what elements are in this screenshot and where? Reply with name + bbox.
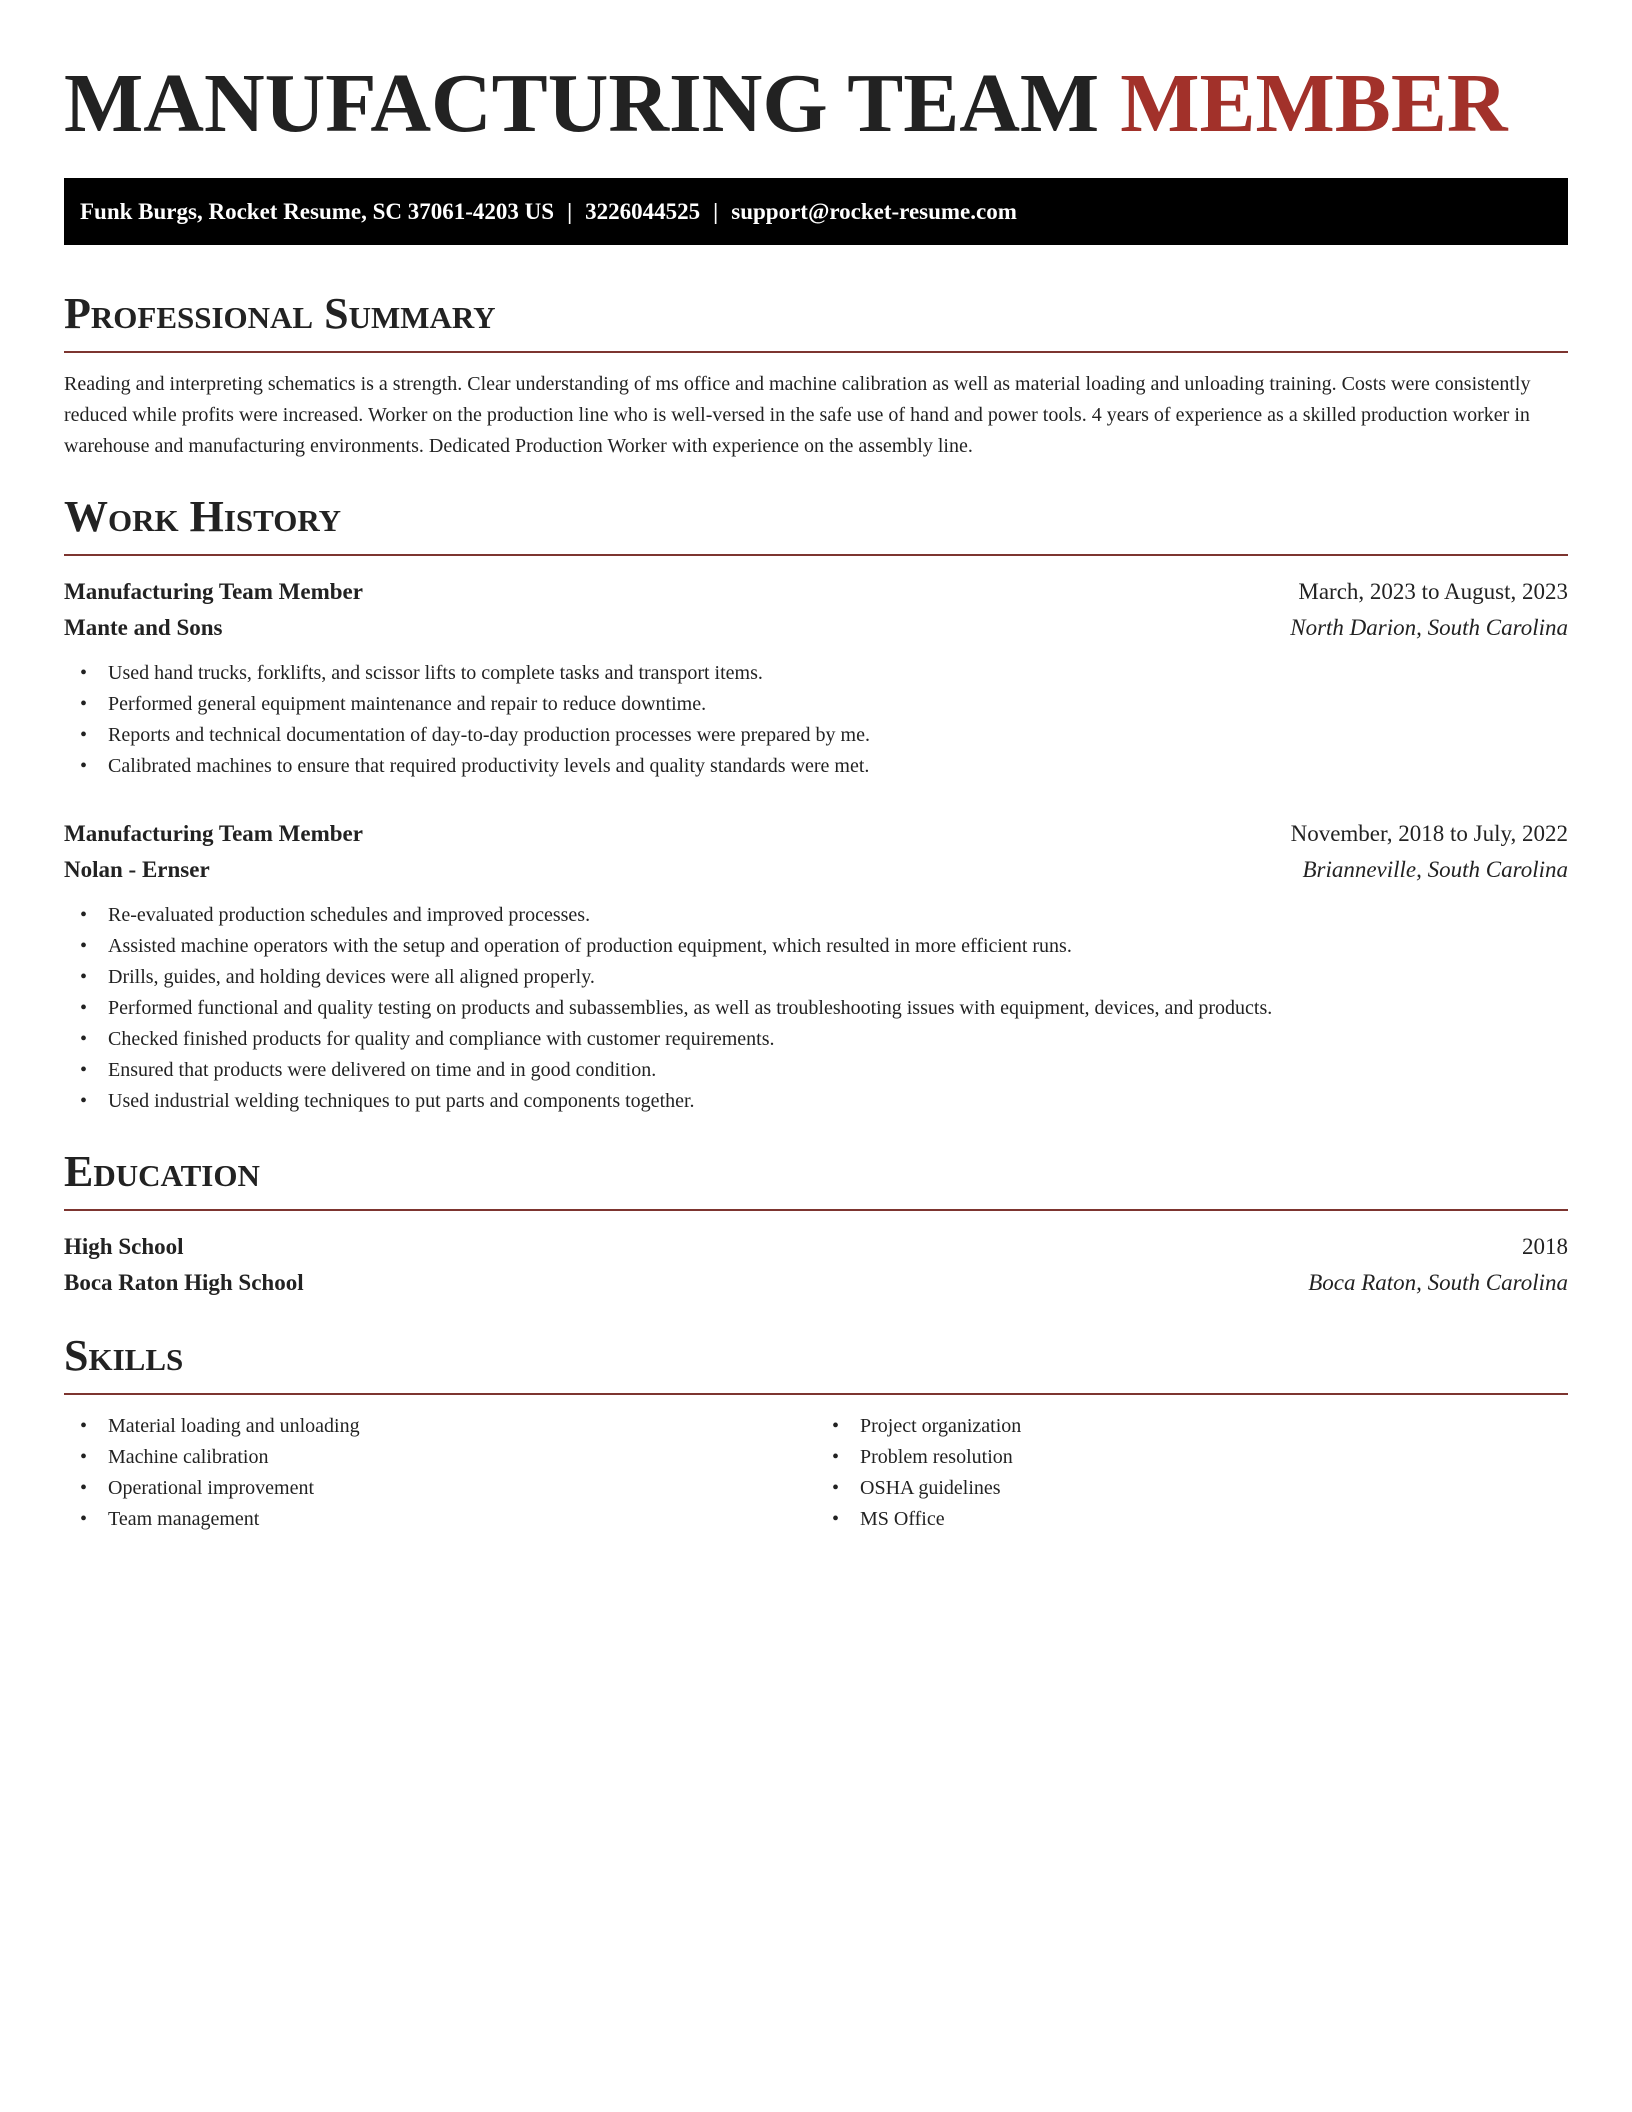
education-school: Boca Raton High School	[64, 1270, 304, 1295]
job-bullets	[64, 658, 1568, 782]
job-company: Nolan - Ernser	[64, 857, 210, 882]
list-item: • Used industrial welding techniques to put parts and components together.	[80, 1086, 1568, 1117]
job-role: Manufacturing Team Member	[64, 821, 363, 846]
education-section	[64, 1147, 1568, 1301]
section-title-summary: Professional Summary	[64, 289, 1568, 353]
list-item: • Reports and technical documentation of day-to-day production processes were prepared by me.	[80, 720, 1568, 751]
contact-separator: |	[713, 199, 719, 224]
summary-section	[64, 289, 1568, 462]
education-year: 2018	[1522, 1234, 1568, 1259]
skill-item: • Team management	[80, 1504, 816, 1535]
skill-item: • MS Office	[832, 1504, 1568, 1535]
skill-item: • Material loading and unloading	[80, 1411, 816, 1442]
job-company: Mante and Sons	[64, 615, 223, 640]
skills-section	[64, 1331, 1568, 1535]
job-location: North Darion, South Carolina	[1290, 615, 1568, 640]
job-entry	[64, 574, 1568, 782]
contact-separator: |	[567, 199, 573, 224]
skills-list-left	[64, 1411, 816, 1535]
job-location: Brianneville, South Carolina	[1302, 857, 1568, 882]
list-item: • Calibrated machines to ensure that required productivity levels and quality standards were met.	[80, 751, 1568, 782]
skill-item: • Problem resolution	[832, 1442, 1568, 1473]
list-item: • Used hand trucks, forklifts, and scissor lifts to complete tasks and transport items.	[80, 658, 1568, 689]
summary-text: Reading and interpreting schematics is a strength. Clear understanding of ms office and machine calibration as well as material loading and unloading training. Costs were consistently reduced while profits were increased. Worker on the production line who is well-versed in the safe use of hand and power tools. 4 years of experience as a skilled production worker in warehouse and manufacturing environments. Dedicated Production Worker with experience on the assembly line.	[64, 373, 1531, 457]
contact-address: Funk Burgs, Rocket Resume, SC 37061-4203 US	[80, 199, 555, 224]
name-last: MEMBER	[1120, 57, 1508, 150]
skill-item: • Operational improvement	[80, 1473, 816, 1504]
section-title-education: Education	[64, 1147, 1568, 1211]
section-title-work: Work History	[64, 492, 1568, 556]
skill-item: • OSHA guidelines	[832, 1473, 1568, 1504]
list-item: • Drills, guides, and holding devices were all aligned properly.	[80, 962, 1568, 993]
work-section	[64, 492, 1568, 1117]
contact-phone: 3226044525	[585, 199, 701, 224]
skill-item: • Machine calibration	[80, 1442, 816, 1473]
resume-name	[64, 54, 1568, 154]
skill-item: • Project organization	[832, 1411, 1568, 1442]
education-location: Boca Raton, South Carolina	[1308, 1270, 1568, 1295]
list-item: • Re-evaluated production schedules and improved processes.	[80, 900, 1568, 931]
contact-email: support@rocket-resume.com	[731, 199, 1017, 224]
list-item: • Ensured that products were delivered on time and in good condition.	[80, 1055, 1568, 1086]
education-entry	[64, 1229, 1568, 1301]
job-dates: March, 2023 to August, 2023	[1298, 579, 1568, 604]
job-dates: November, 2018 to July, 2022	[1290, 821, 1568, 846]
job-role: Manufacturing Team Member	[64, 579, 363, 604]
list-item: • Checked finished products for quality and compliance with customer requirements.	[80, 1024, 1568, 1055]
list-item: • Assisted machine operators with the setup and operation of production equipment, which resulted in more efficient runs.	[80, 931, 1568, 962]
skills-list-right	[816, 1411, 1568, 1535]
section-title-skills: Skills	[64, 1331, 1568, 1395]
job-entry	[64, 816, 1568, 1117]
list-item: • Performed general equipment maintenance and repair to reduce downtime.	[80, 689, 1568, 720]
skills-columns	[64, 1411, 1568, 1535]
education-degree: High School	[64, 1234, 184, 1259]
job-bullets	[64, 900, 1568, 1117]
contact-bar	[64, 178, 1568, 245]
list-item: • Performed functional and quality testing on products and subassemblies, as well as troubleshooting issues with equipment, devices, and products.	[80, 993, 1568, 1024]
name-first: MANUFACTURING TEAM	[64, 57, 1100, 150]
